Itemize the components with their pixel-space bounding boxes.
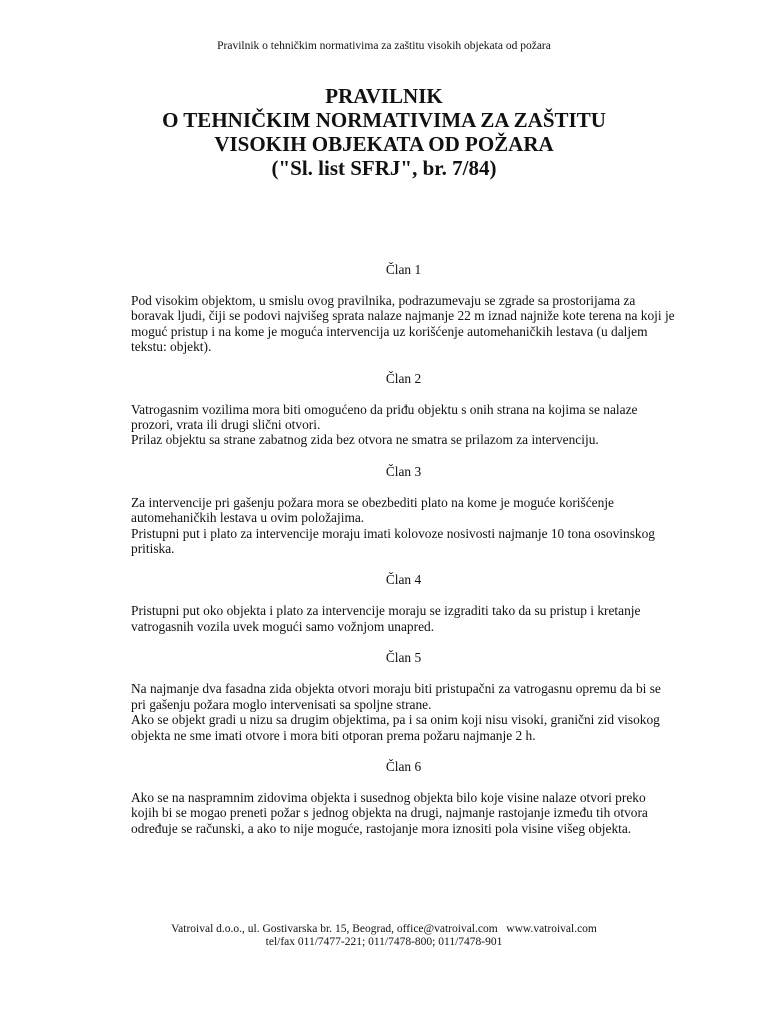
title-line: O TEHNIČKIM NORMATIVIMA ZA ZAŠTITU — [162, 108, 606, 132]
article-paragraph: Pod visokim objektom, u smislu ovog pravilnika, podrazumevaju se zgrade sa prostorijama za boravak ljudi, čiji se podovi najvišeg sprata nalaze najmanje 22 m iznad najniže kote terena na koji je moguć pristup i na kome je moguća intervencija uz korišćenje automehaničkih lestava (u daljem tekstu: objekt). — [131, 293, 675, 355]
article-heading: Član 4 — [385, 572, 422, 588]
article-paragraph: Na najmanje dva fasadna zida objekta otvori moraju biti pristupačni za vatrogasnu opremu da bi se pri gašenju požara moglo intervenisati sa spoljne strane. — [131, 681, 661, 712]
document-title — [0, 84, 768, 180]
article-heading: Član 3 — [385, 463, 422, 479]
title-line: VISOKIH OBJEKATA OD POŽARA — [214, 132, 554, 156]
article-body — [131, 495, 676, 557]
article-heading: Član 5 — [385, 650, 422, 666]
article-body — [131, 790, 676, 836]
title-line: PRAVILNIK — [325, 84, 443, 108]
page-footer — [0, 923, 768, 949]
article-paragraph: Vatrogasnim vozilima mora biti omogućeno da priđu objektu s onih strana na kojima se nalaze prozori, vrata ili drugi slični otvori. — [131, 401, 638, 433]
article-body — [131, 293, 676, 355]
article-body — [131, 603, 676, 634]
article-paragraph: Pristupni put oko objekta i plato za intervencije moraju se izgraditi tako da su pristup i kretanje vatrogasnih vozila uvek mogući samo vožnjom unapred. — [131, 603, 641, 634]
article-heading: Član 1 — [385, 262, 422, 277]
title-line: ("Sl. list SFRJ", br. 7/84) — [271, 156, 497, 180]
article-paragraph: Pristupni put i plato za intervencije moraju imati kolovoze nosivosti najmanje 10 tona osovinskog pritiska. — [131, 525, 656, 557]
article-body — [131, 681, 676, 743]
article-heading: Član 2 — [385, 370, 422, 386]
article-body — [131, 402, 676, 448]
article-heading: Član 6 — [385, 758, 422, 774]
article-paragraph: Ako se na naspramnim zidovima objekta i susednog objekta bilo koje visine nalaze otvori preko kojih bi se mogao preneti požar s jednog objekta na drugi, najmanje rastojanje između tih otvora određuje se računski, a ako to nije moguće, rastojanje mora iznositi pola visine višeg objekta. — [131, 789, 648, 836]
footer-address: Vatroival d.o.o., ul. Gostivarska br. 15, Beograd, office@vatroival.com www.vatroival.com — [171, 923, 597, 935]
document-body — [131, 262, 676, 852]
article-paragraph: Ako se objekt gradi u nizu sa drugim objektima, pa i sa onim koji nisu visoki, granični zid visokog objekta ne sme imati otvore i mora biti otporan prema požaru najmanje 2 h. — [131, 712, 660, 743]
article-paragraph: Za intervencije pri gašenju požara mora se obezbediti plato na kome je moguće korišćenje automehaničkih lestava u ovim položajima. — [131, 494, 614, 526]
footer-phones: tel/fax 011/7477-221; 011/7478-800; 011/7478-901 — [265, 936, 503, 948]
running-header: Pravilnik o tehničkim normativima za zaštitu visokih objekata od požara — [217, 40, 551, 52]
article-paragraph: Prilaz objektu sa strane zabatnog zida bez otvora ne smatra se prilazom za intervenciju. — [131, 432, 599, 448]
